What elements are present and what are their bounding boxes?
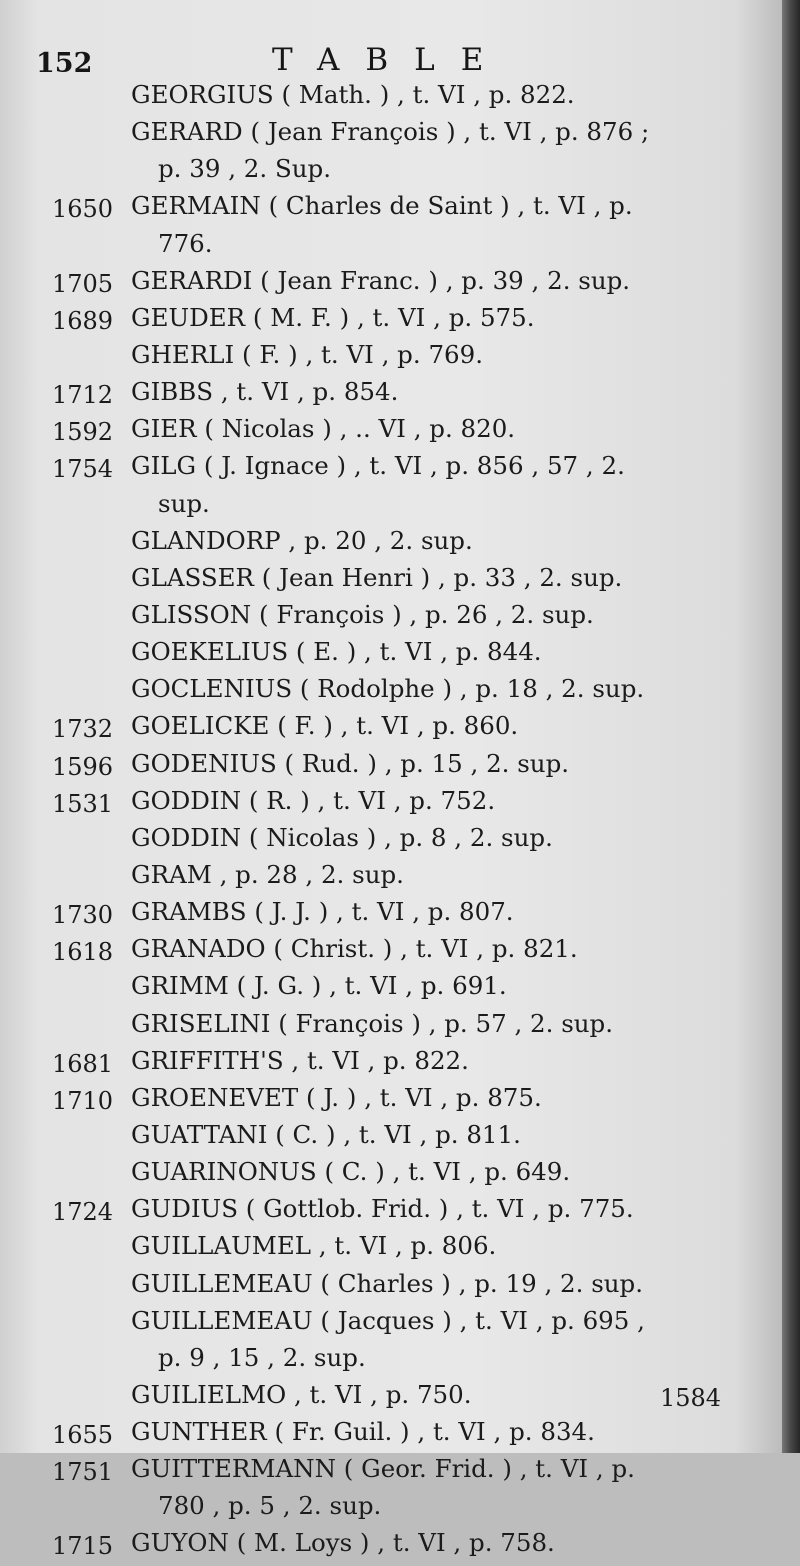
entry-text: GLASSER ( Jean Henri ) , p. 33 , 2. sup. (131, 562, 623, 592)
entry-year: 1655 (52, 1421, 114, 1450)
entry-text: 780 , p. 5 , 2. sup. (158, 1491, 382, 1521)
index-entry-continuation (0, 1343, 782, 1380)
entry-year: 1724 (52, 1198, 114, 1227)
entry-text: GODENIUS ( Rud. ) , p. 15 , 2. sup. (131, 748, 570, 778)
index-entry (0, 266, 782, 303)
index-entry (0, 600, 782, 637)
index-entry (0, 303, 782, 340)
entry-year: 1715 (52, 1532, 114, 1561)
entry-text: GLANDORP , p. 20 , 2. sup. (131, 525, 473, 555)
entry-year: 1754 (52, 455, 114, 484)
entry-text: GRANADO ( Christ. ) , t. VI , p. 821. (131, 934, 578, 964)
index-entry (0, 526, 782, 563)
index-entry (0, 340, 782, 377)
book-gutter (782, 0, 800, 1453)
index-entry (0, 377, 782, 414)
running-head: TABLE (272, 42, 510, 78)
index-entry (0, 1306, 782, 1343)
index-entry-continuation (0, 229, 782, 266)
entry-year: 1712 (52, 381, 114, 410)
index-entry (0, 674, 782, 711)
index-entry (0, 860, 782, 897)
index-entry (0, 749, 782, 786)
index-entry (0, 934, 782, 971)
index-entry (0, 786, 782, 823)
entry-text: GILG ( J. Ignace ) , t. VI , p. 856 , 57 , 2. (131, 451, 625, 481)
index-entry (0, 1009, 782, 1046)
index-entry (0, 117, 782, 154)
entry-text: GOCLENIUS ( Rodolphe ) , p. 18 , 2. sup. (131, 674, 645, 704)
entry-text: GIBBS , t. VI , p. 854. (131, 377, 399, 407)
entry-text: GOELICKE ( F. ) , t. VI , p. 860. (131, 711, 519, 741)
entry-text: GIER ( Nicolas ) , .. VI , p. 820. (131, 414, 516, 444)
entry-text: GUATTANI ( C. ) , t. VI , p. 811. (131, 1119, 521, 1149)
entry-text: GUILLEMEAU ( Charles ) , p. 19 , 2. sup. (131, 1268, 644, 1298)
entry-text: GUYON ( M. Loys ) , t. VI , p. 758. (131, 1528, 555, 1558)
entry-year: 1596 (52, 752, 114, 781)
entry-text: GLISSON ( François ) , p. 26 , 2. sup. (131, 599, 594, 629)
entry-text: GRIFFITH'S , t. VI , p. 822. (131, 1045, 469, 1075)
entry-year: 1710 (52, 1086, 114, 1115)
index-entry (0, 1046, 782, 1083)
index-entry (0, 414, 782, 451)
index-entry (0, 897, 782, 934)
entry-text: GRISELINI ( François ) , p. 57 , 2. sup. (131, 1008, 614, 1038)
index-entry (0, 1231, 782, 1268)
index-entry-continuation (0, 1491, 782, 1528)
entry-year: 1650 (52, 195, 114, 224)
entry-text: GROENEVET ( J. ) , t. VI , p. 875. (131, 1082, 542, 1112)
entry-text: GRAMBS ( J. J. ) , t. VI , p. 807. (131, 897, 514, 927)
index-entry (0, 637, 782, 674)
entry-text: p. 39 , 2. Sup. (158, 154, 331, 184)
index-entry (0, 1157, 782, 1194)
index-entry-continuation (0, 154, 782, 191)
entry-text: GERARDI ( Jean Franc. ) , p. 39 , 2. sup. (131, 265, 631, 295)
index-entry (0, 80, 782, 117)
index-entry (0, 971, 782, 1008)
entry-text: GUDIUS ( Gottlob. Frid. ) , t. VI , p. 775. (131, 1194, 634, 1224)
index-entry (0, 823, 782, 860)
entry-year: 1618 (52, 938, 114, 967)
entry-text: p. 9 , 15 , 2. sup. (158, 1342, 366, 1372)
index-entry (0, 191, 782, 228)
index-entry (0, 1417, 782, 1454)
index-entry (0, 1120, 782, 1157)
entry-text: GERMAIN ( Charles de Saint ) , t. VI , p. (131, 191, 633, 221)
entry-text: GERARD ( Jean François ) , t. VI , p. 876 ; (131, 117, 650, 147)
index-entry (0, 1454, 782, 1491)
entry-year: 1531 (52, 789, 114, 818)
entry-year: 1705 (52, 269, 114, 298)
entry-text: GUARINONUS ( C. ) , t. VI , p. 649. (131, 1157, 571, 1187)
entry-year: 1689 (52, 306, 114, 335)
entry-year: 1730 (52, 901, 114, 930)
index-entries (0, 80, 782, 1566)
entry-text: GUNTHER ( Fr. Guil. ) , t. VI , p. 834. (131, 1417, 595, 1447)
entry-text: sup. (158, 488, 210, 518)
entry-text: GRAM , p. 28 , 2. sup. (131, 859, 404, 889)
entry-text: GEORGIUS ( Math. ) , t. VI , p. 822. (131, 80, 575, 109)
entry-text: GODDIN ( R. ) , t. VI , p. 752. (131, 785, 496, 815)
index-entry (0, 451, 782, 488)
entry-text: GUILLAUMEL , t. VI , p. 806. (131, 1231, 497, 1261)
page-number: 152 (36, 48, 93, 79)
entry-text: GEUDER ( M. F. ) , t. VI , p. 575. (131, 302, 535, 332)
index-entry (0, 1269, 782, 1306)
entry-year: 1681 (52, 1049, 114, 1078)
index-entry (0, 1528, 782, 1565)
index-entry (0, 563, 782, 600)
entry-text: GRIMM ( J. G. ) , t. VI , p. 691. (131, 971, 507, 1001)
entry-text: GUILLEMEAU ( Jacques ) , t. VI , p. 695 , (131, 1305, 645, 1335)
entry-year: 1732 (52, 715, 114, 744)
entry-text: 776. (158, 228, 213, 258)
entry-year: 1592 (52, 418, 114, 447)
index-entry (0, 1194, 782, 1231)
index-entry (0, 711, 782, 748)
entry-text: GUITTERMANN ( Geor. Frid. ) , t. VI , p. (131, 1454, 635, 1484)
index-entry (0, 1083, 782, 1120)
entry-text: GUILIELMO , t. VI , p. 750. (131, 1379, 472, 1409)
entry-text: GHERLI ( F. ) , t. VI , p. 769. (131, 339, 483, 369)
catchword: 1584 (660, 1384, 722, 1412)
entry-text: GOEKELIUS ( E. ) , t. VI , p. 844. (131, 637, 542, 667)
entry-year: 1751 (52, 1458, 114, 1487)
entry-text: GODDIN ( Nicolas ) , p. 8 , 2. sup. (131, 822, 553, 852)
index-entry-continuation (0, 489, 782, 526)
